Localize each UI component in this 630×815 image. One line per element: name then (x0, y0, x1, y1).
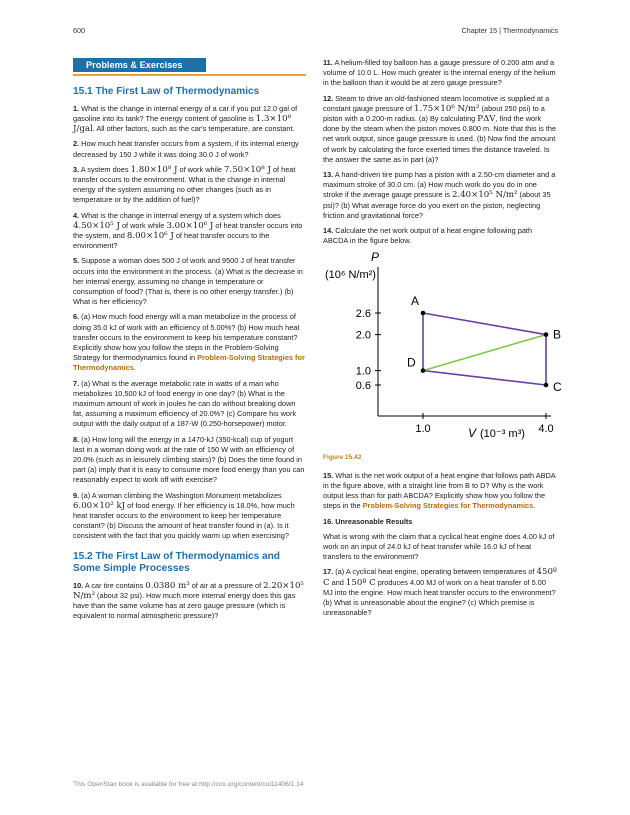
problem-text: What is the change in internal energy of a car if you put 12.0 gal of gasoline into its tank? The energy content of gasoline is (73, 103, 298, 123)
path-db-line (423, 335, 546, 371)
problem-10 (73, 581, 306, 622)
problem-text: (a) How much food energy will a man metabolize in the process of doing 35.0 kJ of work with an efficiency of 5.00%? (b) How much heat transfer occurs to the environment to keep his temperature constant? Explicitly show how you follow the steps in the Problem-Solving Strategy for thermodynamics found in (73, 312, 300, 363)
math-expression: 6.00×10² kJ (73, 500, 126, 511)
y-axis-unit: (10⁶ N/m²) (325, 269, 376, 282)
x-axis-label: V (468, 426, 477, 441)
point-label-c: C (553, 380, 562, 395)
y-tick-label: 1.0 (355, 366, 371, 379)
problem-text: and (329, 577, 346, 587)
math-expression: 1.75×10⁶ N/m² (414, 103, 480, 114)
y-tick-label: 2.0 (355, 330, 371, 343)
problem-2 (73, 139, 306, 159)
banner-rule (73, 74, 306, 76)
math-expression: 150º C (345, 577, 376, 588)
problem-3 (73, 165, 306, 206)
y-tick-label: 0.6 (355, 380, 371, 393)
problem-6 (73, 312, 306, 373)
right-column (323, 58, 562, 624)
problem-text: of work while (177, 164, 224, 174)
math-expression: 1.80×10⁸ J (130, 164, 178, 175)
x-axis-unit: (10⁻³ m³) (480, 428, 525, 441)
problem-number: 7. (73, 378, 80, 388)
pv-diagram (323, 250, 562, 446)
problem-text: (about 32 psi). How much more internal energy does this gas have than the same volume has at zero gauge pressure (which is equivalent to normal atmospheric pressure)? (73, 590, 296, 621)
problem-8 (73, 435, 306, 486)
problem-13 (323, 170, 557, 221)
chapter-header: Chapter 15 | Thermodynamics (461, 26, 558, 35)
problem-text: (about 35 psi)? (b) What average force do you exert on the piston, neglecting friction and gravitational force? (323, 190, 551, 220)
problem-text: Calculate the net work output of a heat engine following path ABCDA in the figure below. (323, 226, 533, 246)
problem-text: , find the work done by the steam when the piston moves 0.800 m. Note that this is the net work output, since gauge pressure is used. (b) Now find the amount of work by calculating the force exerted times the distance traveled. Is the answer the same as in part (a)? (323, 114, 557, 164)
point-label-a: A (411, 294, 420, 309)
point-b (544, 333, 549, 338)
point-d (421, 369, 426, 374)
x-tick-label: 1.0 (415, 423, 431, 436)
problem-text: of food energy. If her efficiency is 18.0%, how much heat transfer occurs to the environment to keep her temperature constant? (b) Discuss the amount of heat transfer found in (a). Is it consistent with the fact that you quickly warm up when exercising? (73, 500, 295, 541)
y-axis-label: P (371, 250, 380, 265)
math-expression: PΔV (477, 114, 496, 125)
problem-text: (about 250 psi) to a piston with a 0.200-m radius. (a) By calculating (323, 103, 545, 124)
problem-number: 2. (73, 139, 80, 149)
problem-number: 17. (323, 567, 334, 577)
problem-text: . (533, 501, 536, 511)
problem-number: 14. (323, 226, 334, 236)
problem-text: A system does (79, 164, 131, 174)
problem-number: 9. (73, 490, 80, 500)
problem-number: 12. (323, 93, 334, 103)
problem-text: . All other factors, such as the car's temperature, are constant. (92, 124, 295, 134)
strategy-link[interactable]: Problem-Solving Strategies for Thermodynamics (73, 353, 305, 373)
problem-text: (a) How long will the energy in a 1470-kJ (350-kcal) cup of yogurt last in a woman doing work at the rate of 150 W with an efficiency of 20.0% (such as in leisurely climbing stairs)? (b) Does the time found in part (a) imply that it is easy to consume more food energy than you can reasonably expect to work off with exercise? (73, 434, 305, 485)
problem-number: 5. (73, 256, 80, 266)
problem-number: 1. (73, 103, 80, 113)
page-number: 600 (73, 26, 85, 35)
problem-text: What is the change in internal energy of a system which does (79, 210, 281, 220)
problem-text: (a) A woman climbing the Washington Monument metabolizes (79, 490, 282, 500)
math-expression: 450º C (323, 567, 557, 588)
problem-5 (73, 256, 306, 307)
problem-text: A hand-driven tire pump has a piston with a 2.50-cm diameter and a maximum stroke of 30.0 cm. (a) How much work do you do in one stroke if the average gauge pressure is (323, 170, 556, 200)
problem-15 (323, 471, 557, 512)
problem-text: What is the net work output of a heat engine that follows path ABDA in the figure above, with a straight line from B to D? Why is the work output less than for path ABCDA? Explicitly show how you follow the steps in the (323, 470, 556, 511)
problem-text: of heat transfer occurs to the environment. What is the change in internal energy of the system assuming no other changes (such as in temperature or by the addition of fuel)? (73, 164, 296, 205)
problem-16: What is wrong with the claim that a cyclical heat engine does 4.00 kJ of work on an input of 24.0 kJ of heat transfer while 16.0 kJ of heat transfers to the environment? (323, 531, 555, 562)
strategy-link[interactable]: Problem-Solving Strategies for Thermodynamics (362, 501, 534, 511)
problem-number: 4. (73, 210, 80, 220)
problem-text: Steam to drive an old-fashioned steam locomotive is supplied at a constant gauge pressure of (323, 93, 550, 113)
math-expression: 3.00×10⁶ J (166, 220, 214, 231)
math-expression: 4.50×10⁵ J (73, 220, 120, 231)
problem-text: (a) What is the average metabolic rate in watts of a man who metabolizes 10,500 kJ of food energy in one day? (b) What is the maximum amount of work in joules he can do without breaking down fat, assuming a maximum efficiency of 20.0%? (c) Compare his work output with the daily output of a 187-W (0.250-horsepower) motor. (73, 378, 297, 429)
point-a (421, 311, 426, 316)
figure-caption: Figure 15.42 (323, 453, 362, 461)
problem-number: 3. (73, 164, 80, 174)
problem-text: of heat transfer occurs into the system, and (73, 220, 303, 240)
problem-text: . (133, 363, 136, 373)
problem-9 (73, 491, 306, 542)
problem-14 (323, 226, 557, 246)
math-expression: 8.00×10⁶ J (126, 230, 174, 241)
problem-7 (73, 379, 306, 430)
point-label-d: D (407, 356, 416, 371)
left-column (73, 58, 306, 626)
y-tick-label: 2.6 (355, 308, 371, 321)
problem-text: A car tire contains (83, 580, 146, 590)
problem-text: of heat transfer occurs to the environment? (73, 230, 270, 251)
math-expression: 0.0380 m³ (145, 580, 190, 591)
point-label-b: B (553, 328, 562, 343)
problem-17 (323, 567, 557, 618)
cycle-path-abcda (423, 313, 546, 385)
section-heading-15-1: 15.1 The First Law of Thermodynamics (73, 86, 260, 98)
section-heading-15-2: 15.2 The First Law of Thermodynamics and Some Simple Processes (73, 550, 280, 575)
problem-number: 13. (323, 170, 334, 180)
problem-1 (73, 104, 306, 135)
problem-text: produces 4.00 MJ of work on a heat transfer of 5.00 MJ into the engine. How much heat transfer occurs to the environment? (b) What is unreasonable about the engine? (c) Which premise is unreasonable? (323, 577, 556, 618)
footer-note: This OpenStax book is available for free at http://cnx.org/content/col11406/1.14 (73, 781, 304, 788)
problems-banner: Problems & Exercises (73, 58, 206, 72)
math-expression: 7.50×10⁸ J (224, 164, 271, 175)
problem-12 (323, 94, 557, 165)
problem-text: (a) A cyclical heat engine, operating between temperatures of (333, 567, 537, 577)
math-expression: 1.3×10⁸ J/gal (73, 113, 292, 135)
problem-text: How much heat transfer occurs from a system, if its internal energy decreased by 150 J while it was doing 30.0 J of work? (73, 139, 299, 159)
math-expression: 2.40×10⁵ N/m² (452, 190, 518, 201)
math-expression: 2.20×10⁵ N/m² (73, 580, 304, 601)
problem-text: A helium-filled toy balloon has a gauge pressure of 0.200 atm and a volume of 10.0 L. How much greater is the internal energy of the helium in the balloon than it would be at zero gauge pressure? (323, 58, 556, 88)
problem-number: 6. (73, 312, 80, 322)
problem-text: Suppose a woman does 500 J of work and 9500 J of heat transfer occurs into the environment in the process. (a) What is the decrease in her internal energy, assuming no change in temperature or consumption of food? (That is, there is no other energy transfer.) (b) What is her efficiency? (73, 256, 303, 307)
point-c (544, 383, 549, 388)
problem-16-title: 16. Unreasonable Results (323, 516, 413, 526)
problem-text: of work while (119, 220, 167, 230)
problem-text: of air at a pressure of (189, 580, 264, 590)
problem-4 (73, 211, 306, 252)
problem-11 (323, 58, 557, 89)
problem-number: 10. (73, 580, 84, 590)
problem-number: 8. (73, 434, 80, 444)
problem-number: 11. (323, 58, 333, 67)
problem-number: 15. (323, 470, 334, 480)
x-tick-label: 4.0 (538, 423, 554, 436)
